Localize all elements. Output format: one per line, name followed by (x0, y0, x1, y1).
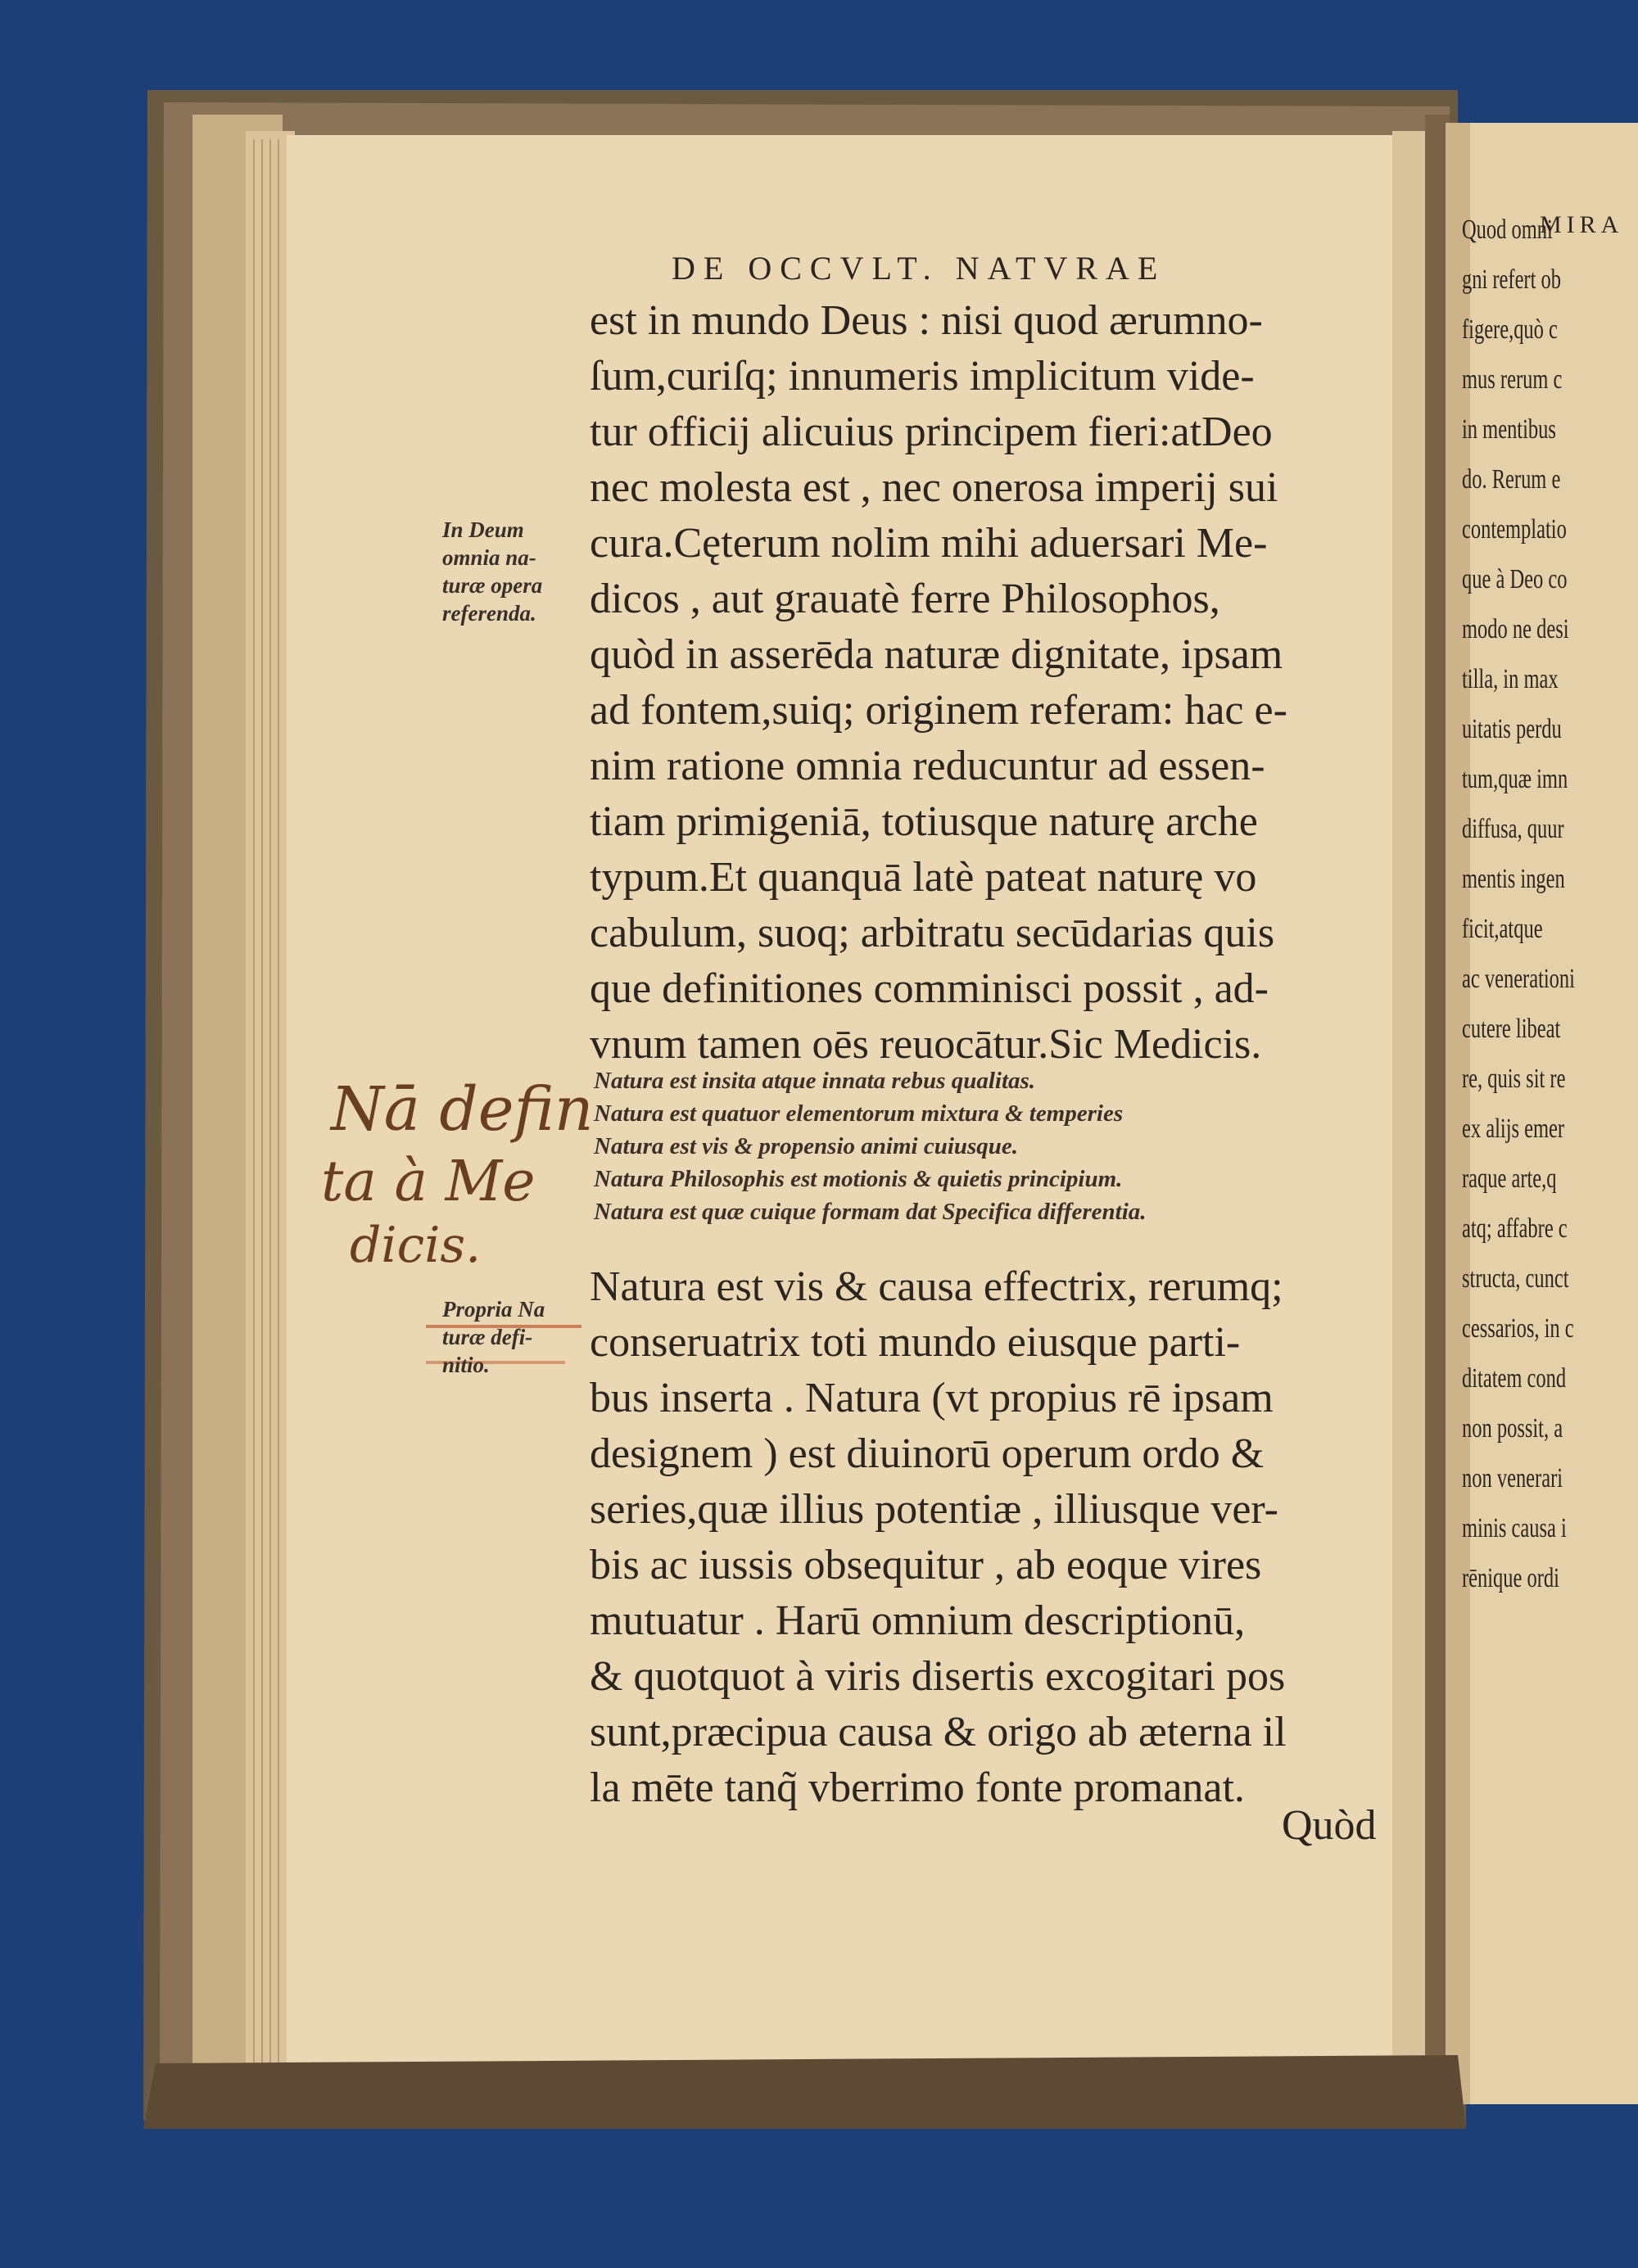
right-page-line: structa, cunct (1462, 1263, 1569, 1294)
right-page-line: tum,quæ imn (1462, 764, 1568, 794)
right-page-line: figere,quò c (1462, 314, 1558, 345)
text-line: bis ac iussis obsequitur , ab eoque vires (590, 1542, 1262, 1588)
definitions-list (594, 1064, 1396, 1228)
right-page-text (1462, 205, 1634, 1603)
text-line: quòd in asserēda naturæ dignitate, ipsam (590, 631, 1283, 678)
right-page-line: do. Rerum e (1462, 464, 1561, 495)
text-line: typum.Et quanquā latè pateat naturę vo (590, 854, 1257, 901)
right-page-line: non possit, a (1462, 1413, 1563, 1443)
right-page-line: diffusa, quur (1462, 814, 1564, 844)
right-page-line: re, quis sit re (1462, 1064, 1566, 1094)
right-page-line: que à Deo co (1462, 564, 1568, 594)
right-page-line: Quod omni (1462, 215, 1553, 245)
right-page-line: cessarios, in c (1462, 1313, 1574, 1344)
text-line: mutuatur . Harū omnium descriptionū, (590, 1597, 1246, 1644)
marginal-line: turæ opera (442, 573, 543, 598)
definition-item: Natura est vis & propensio animi cuiusque. (594, 1133, 1019, 1159)
marginal-line: nitio. (442, 1353, 490, 1377)
right-page-line: in mentibus (1462, 414, 1556, 445)
text-line: la mēte tanq̃ vberrimo fonte promanat. (590, 1764, 1245, 1811)
text-line: & quotquot à viris disertis excogitari pos (590, 1653, 1286, 1700)
right-page-line: ex alijs emer (1462, 1114, 1565, 1144)
main-text-block-1 (590, 293, 1392, 1073)
handwritten-line: ta à Me (321, 1150, 536, 1214)
right-page-line: atq; affabre c (1462, 1213, 1568, 1244)
right-page-line: ditatem cond (1462, 1363, 1567, 1394)
right-page-line: mentis ingen (1462, 864, 1565, 894)
right-page-line: minis causa i (1462, 1513, 1567, 1543)
marginal-line: In Deum (442, 517, 524, 542)
right-page-line: uitatis perdu (1462, 714, 1562, 744)
definition-item: Natura est insita atque innata rebus qualitas. (594, 1068, 1036, 1094)
text-line: bus inserta . Natura (vt propius rē ipsam (590, 1375, 1274, 1421)
right-page-line: mus rerum c (1462, 364, 1563, 395)
right-page-line: gni refert ob (1462, 264, 1561, 295)
right-page-running-head: MIRA (1540, 211, 1624, 238)
main-text-block-2 (590, 1259, 1392, 1816)
text-line: nec molesta est , nec onerosa imperij sui (590, 464, 1278, 511)
marginal-line: referenda. (442, 601, 536, 626)
handwritten-line: Nā defin (331, 1074, 594, 1145)
text-line: vnum tamen oēs reuocātur.Sic Medicis. (590, 1021, 1262, 1068)
marginal-note-definitio (442, 1295, 545, 1379)
right-page-line: ficit,atque (1462, 914, 1543, 944)
right-page-line: non venerari (1462, 1463, 1563, 1493)
marginal-note-deum (442, 516, 542, 627)
text-line: Natura est vis & causa effectrix, rerumq; (590, 1263, 1283, 1310)
text-line: dicos , aut grauatè ferre Philosophos, (590, 576, 1220, 622)
text-line: ad fontem,suiq; originem referam: hac e- (590, 687, 1287, 734)
right-page-line: modo ne desi (1462, 614, 1569, 644)
right-page-line: tilla, in max (1462, 664, 1559, 694)
text-line: tur officij alicuius principem fieri:atDeo (590, 409, 1273, 455)
right-page-line: raque arte,q (1462, 1163, 1557, 1194)
marginal-line: Propria Na (442, 1297, 545, 1321)
text-line: designem ) est diuinorū operum ordo & (590, 1430, 1265, 1477)
definition-item: Natura est quatuor elementorum mixtura & temperies (594, 1100, 1124, 1127)
text-line: conseruatrix toti mundo eiusque parti- (590, 1319, 1241, 1366)
right-page-line: cutere libeat (1462, 1014, 1561, 1044)
text-line: cura.Cęterum nolim mihi aduersari Me- (590, 520, 1268, 567)
text-line: tiam primigeniā, totiusque naturę arche (590, 798, 1258, 845)
marginal-line: turæ defi- (442, 1325, 533, 1349)
text-line: nim ratione omnia reducuntur ad essen- (590, 743, 1265, 789)
right-page-line: rēnique ordi (1462, 1563, 1559, 1593)
text-line: sunt,præcipua causa & origo ab æterna il (590, 1709, 1287, 1755)
right-page-line: contemplatio (1462, 514, 1567, 544)
definition-item: Natura est quæ cuique formam dat Specifica differentia. (594, 1199, 1147, 1225)
text-line: que definitiones comminisci possit , ad- (590, 965, 1269, 1012)
right-page-line: ac venerationi (1462, 964, 1575, 994)
text-line: est in mundo Deus : nisi quod ærumno- (590, 297, 1263, 344)
handwritten-line: dicis. (350, 1217, 482, 1274)
text-line: series,quæ illius potentiæ , illiusque ver- (590, 1486, 1278, 1533)
running-head: DE OCCVLT. NATVRAE (672, 250, 1166, 287)
marginal-line: omnia na- (442, 545, 536, 570)
text-line: ſum,curiſq; innumeris implicitum vide- (590, 353, 1255, 400)
definition-item: Natura Philosophis est motionis & quietis principium. (594, 1166, 1123, 1192)
text-line: cabulum, suoq; arbitratu secūdarias quis (590, 910, 1275, 956)
catchword: Quòd (1282, 1802, 1377, 1849)
